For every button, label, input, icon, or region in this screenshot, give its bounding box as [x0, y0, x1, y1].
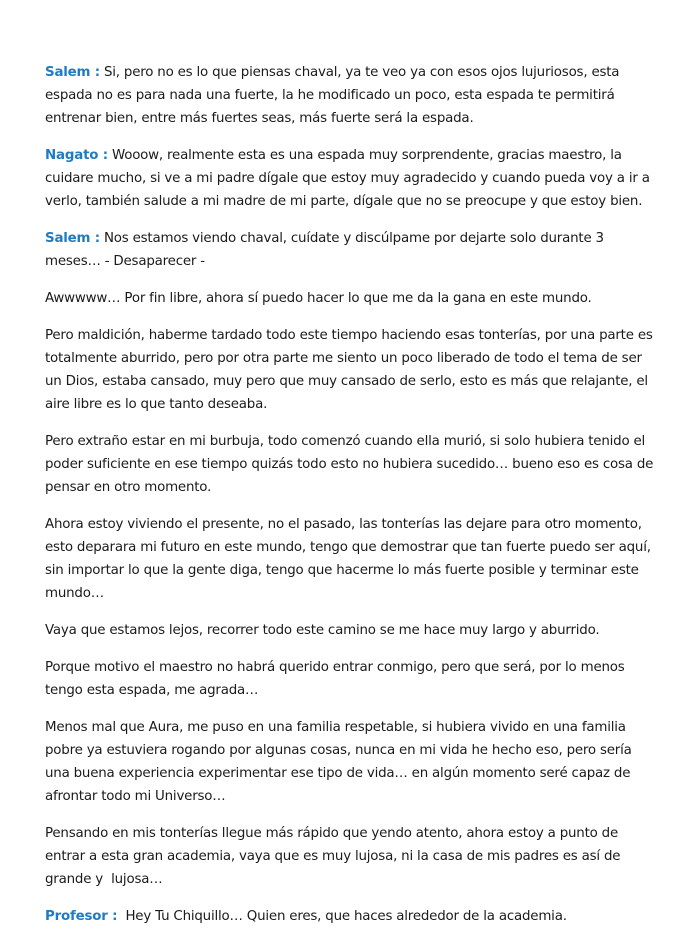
- narration-paragraph: [45, 619, 655, 642]
- speaker-name: Profesor :: [45, 909, 118, 924]
- paragraph-text: Wooow, realmente esta es una espada muy sorprendente, gracias maestro, la cuidare mucho, si ve a mi padre dígale que estoy muy agradecido y cuando pueda voy a ir a verlo, también salude a mi madre de mi parte, dígale que no se preocupe y que estoy bien.: [45, 148, 654, 209]
- dialogue-paragraph: [45, 61, 655, 130]
- paragraph-text: Ahora estoy viviendo el presente, no el pasado, las tonterías las dejare para otro momento, esto deparara mi futuro en este mundo, tengo que demostrar que tan fuerte puedo ser aquí, sin importar lo que la gente diga, tengo que hacerme lo más fuerte posible y terminar este mundo…: [45, 517, 655, 601]
- paragraph-text: Hey Tu Chiquillo… Quien eres, que haces alrededor de la academia.: [117, 909, 567, 924]
- paragraph-text: Si, pero no es lo que piensas chaval, ya te veo ya con esos ojos lujuriosos, esta espada no es para nada una fuerte, la he modificado un poco, esta espada te permitirá entrenar bien, entre más fuertes seas, más fuerte será la espada.: [45, 65, 624, 126]
- dialogue-paragraph: [45, 905, 655, 928]
- speaker-name: Salem :: [45, 65, 100, 80]
- paragraph-text: Vaya que estamos lejos, recorrer todo este camino se me hace muy largo y aburrido.: [45, 623, 600, 638]
- document-page: [45, 61, 658, 942]
- dialogue-paragraph: [45, 227, 655, 273]
- narration-paragraph: [45, 324, 655, 416]
- narration-paragraph: [45, 430, 658, 499]
- paragraph-text: Porque motivo el maestro no habrá querido entrar conmigo, pero que será, por lo menos tengo esta espada, me agrada…: [45, 660, 629, 698]
- dialogue-paragraph: [45, 144, 655, 213]
- paragraph-text: Pensando en mis tonterías llegue más rápido que yendo atento, ahora estoy a punto de entrar a esta gran academia, vaya que es muy lujosa, ni la casa de mis padres es así de grande y lujosa…: [45, 826, 625, 887]
- paragraph-text: Pero extraño estar en mi burbuja, todo comenzó cuando ella murió, si solo hubiera tenido el poder suficiente en ese tiempo quizás todo esto no hubiera sucedido… bueno eso es cosa de pensar en otro momento.: [45, 434, 658, 495]
- narration-paragraph: [45, 716, 655, 808]
- narration-paragraph: [45, 822, 655, 891]
- paragraph-text: Awwwww… Por fin libre, ahora sí puedo hacer lo que me da la gana en este mundo.: [45, 291, 592, 306]
- narration-paragraph: [45, 287, 655, 310]
- speaker-name: Nagato :: [45, 148, 108, 163]
- narration-paragraph: [45, 656, 655, 702]
- paragraph-text: Menos mal que Aura, me puso en una familia respetable, si hubiera vivido en una familia pobre ya estuviera rogando por algunas cosas, nunca en mi vida he hecho eso, pero sería una buena experiencia experimentar ese tipo de vida… en algún momento seré capaz de afrontar todo mi Universo…: [45, 720, 636, 804]
- paragraph-text: Pero maldición, haberme tardado todo este tiempo haciendo esas tonterías, por una parte es totalmente aburrido, pero por otra parte me siento un poco liberado de todo el tema de ser un Dios, estaba cansado, muy pero que muy cansado de serlo, esto es más que relajante, el aire libre es lo que tanto deseaba.: [45, 328, 657, 412]
- speaker-name: Salem :: [45, 231, 100, 246]
- paragraph-text: Nos estamos viendo chaval, cuídate y discúlpame por dejarte solo durante 3 meses… - Desaparecer -: [45, 231, 608, 269]
- narration-paragraph: [45, 513, 655, 605]
